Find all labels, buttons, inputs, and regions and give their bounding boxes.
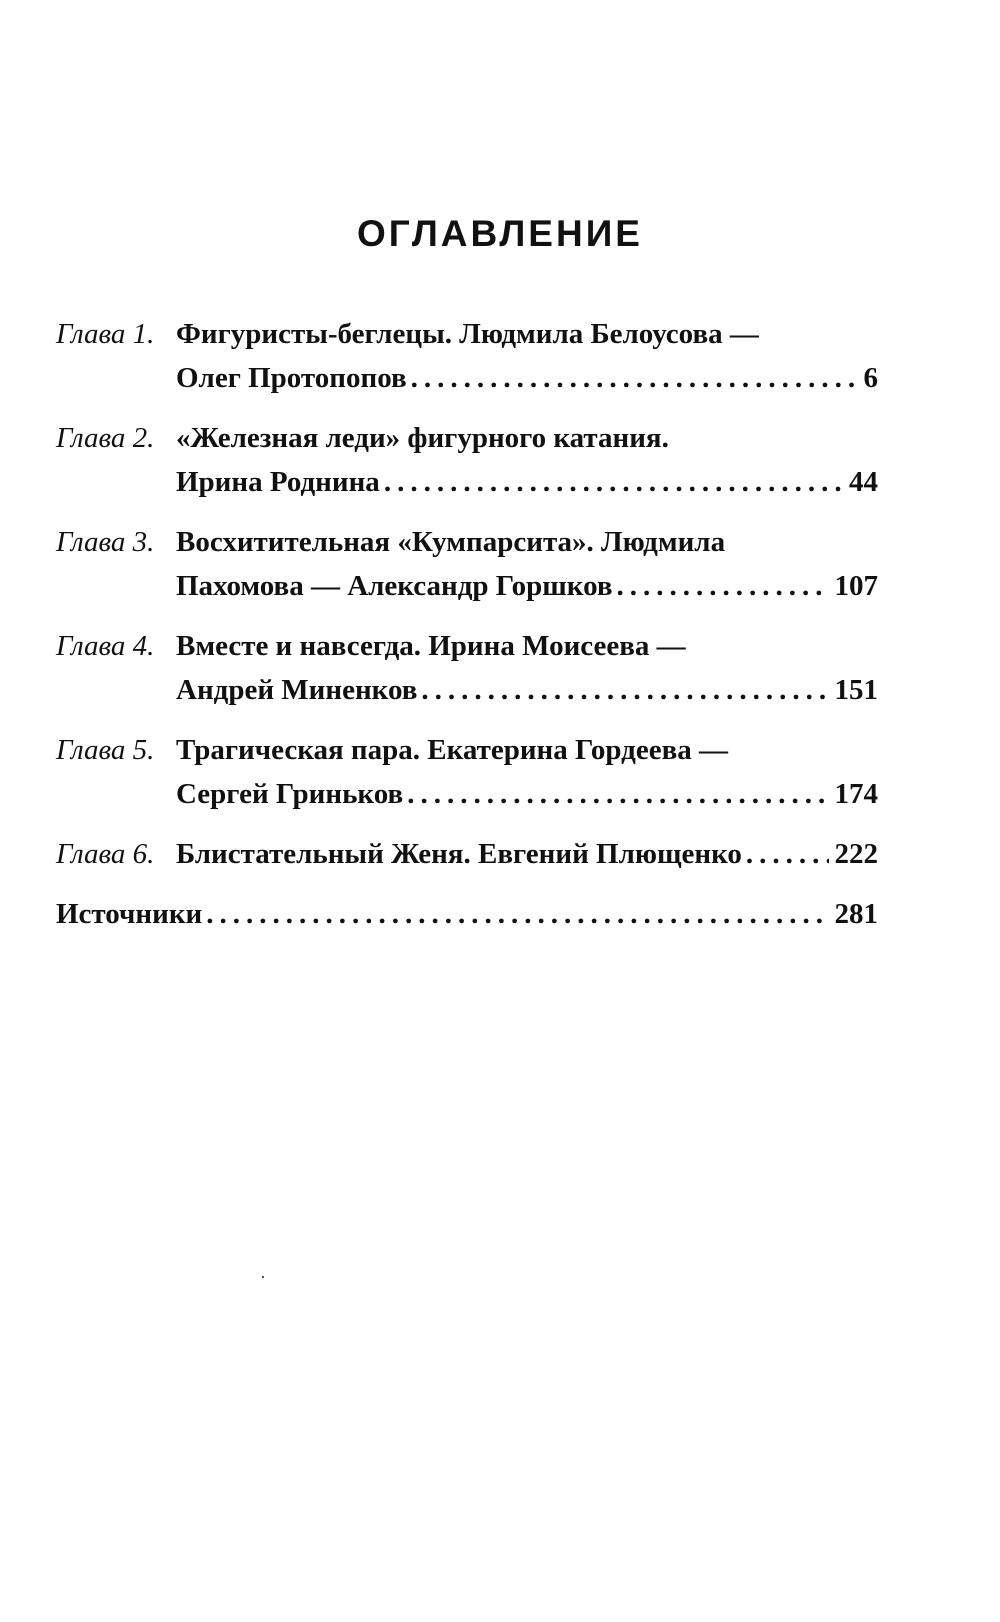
title-line-with-page xyxy=(176,668,878,712)
chapter-title xyxy=(176,832,878,876)
toc-entry-chapter-5 xyxy=(56,728,878,816)
title-text: Андрей Миненков xyxy=(176,674,418,706)
title-line-with-page xyxy=(56,892,878,936)
chapter-label: Глава 2. xyxy=(56,422,155,454)
title-line-with-page xyxy=(176,772,878,816)
dot-leader xyxy=(411,356,858,400)
title-text: Вместе и навсегда. Ирина Моисеева — xyxy=(176,630,686,662)
toc-entry-chapter-1 xyxy=(56,312,878,400)
title-text: «Железная леди» фигурного катания. xyxy=(176,422,669,454)
table-of-contents xyxy=(56,312,878,952)
title-line-with-page xyxy=(176,356,878,400)
dot-leader xyxy=(407,772,828,816)
title-line-with-page xyxy=(176,832,878,876)
title-text: Блистательный Женя. Евгений Плющенко xyxy=(176,838,742,870)
page-number: 107 xyxy=(834,570,878,602)
title-text: Трагическая пара. Екатерина Гордеева — xyxy=(176,734,728,766)
title-text: Пахомова — Александр Горшков xyxy=(176,570,613,602)
dot-leader xyxy=(746,832,829,876)
title-text: Восхитительная «Кумпарсита». Людмила xyxy=(176,526,726,558)
title-text: Источники xyxy=(56,898,203,930)
title-line xyxy=(176,520,878,564)
chapter-label: Глава 5. xyxy=(56,734,155,766)
chapter-label: Глава 6. xyxy=(56,838,155,870)
toc-entry-chapter-2 xyxy=(56,416,878,504)
dot-leader xyxy=(206,892,828,936)
title-line xyxy=(176,624,878,668)
title-line xyxy=(176,312,878,356)
chapter-title xyxy=(176,728,878,816)
title-line-with-page xyxy=(176,564,878,608)
sources-title xyxy=(56,892,878,936)
page-number: 174 xyxy=(834,778,878,810)
page-number: 222 xyxy=(834,838,878,870)
print-speck xyxy=(262,1276,264,1278)
title-text: Сергей Гриньков xyxy=(176,778,404,810)
dot-leader xyxy=(384,460,843,504)
dot-leader xyxy=(617,564,829,608)
chapter-title xyxy=(176,312,878,400)
chapter-label: Глава 4. xyxy=(56,630,155,662)
chapter-title xyxy=(176,520,878,608)
page-number: 151 xyxy=(834,674,878,706)
chapter-label: Глава 3. xyxy=(56,526,155,558)
page-title: ОГЛАВЛЕНИЕ xyxy=(357,213,643,254)
toc-entry-chapter-3 xyxy=(56,520,878,608)
title-line-with-page xyxy=(176,460,878,504)
chapter-label: Глава 1. xyxy=(56,318,155,350)
toc-entry-sources xyxy=(56,892,878,936)
title-line xyxy=(176,416,878,460)
chapter-title xyxy=(176,416,878,504)
page-number: 281 xyxy=(834,898,878,930)
page-number: 6 xyxy=(863,362,878,394)
title-text: Олег Протопопов xyxy=(176,362,407,394)
title-line xyxy=(176,728,878,772)
page-number: 44 xyxy=(849,466,878,498)
toc-entry-chapter-6 xyxy=(56,832,878,876)
chapter-title xyxy=(176,624,878,712)
title-text: Ирина Роднина xyxy=(176,466,380,498)
dot-leader xyxy=(421,668,828,712)
toc-entry-chapter-4 xyxy=(56,624,878,712)
title-text: Фигуристы-беглецы. Людмила Белоусова — xyxy=(176,318,759,350)
